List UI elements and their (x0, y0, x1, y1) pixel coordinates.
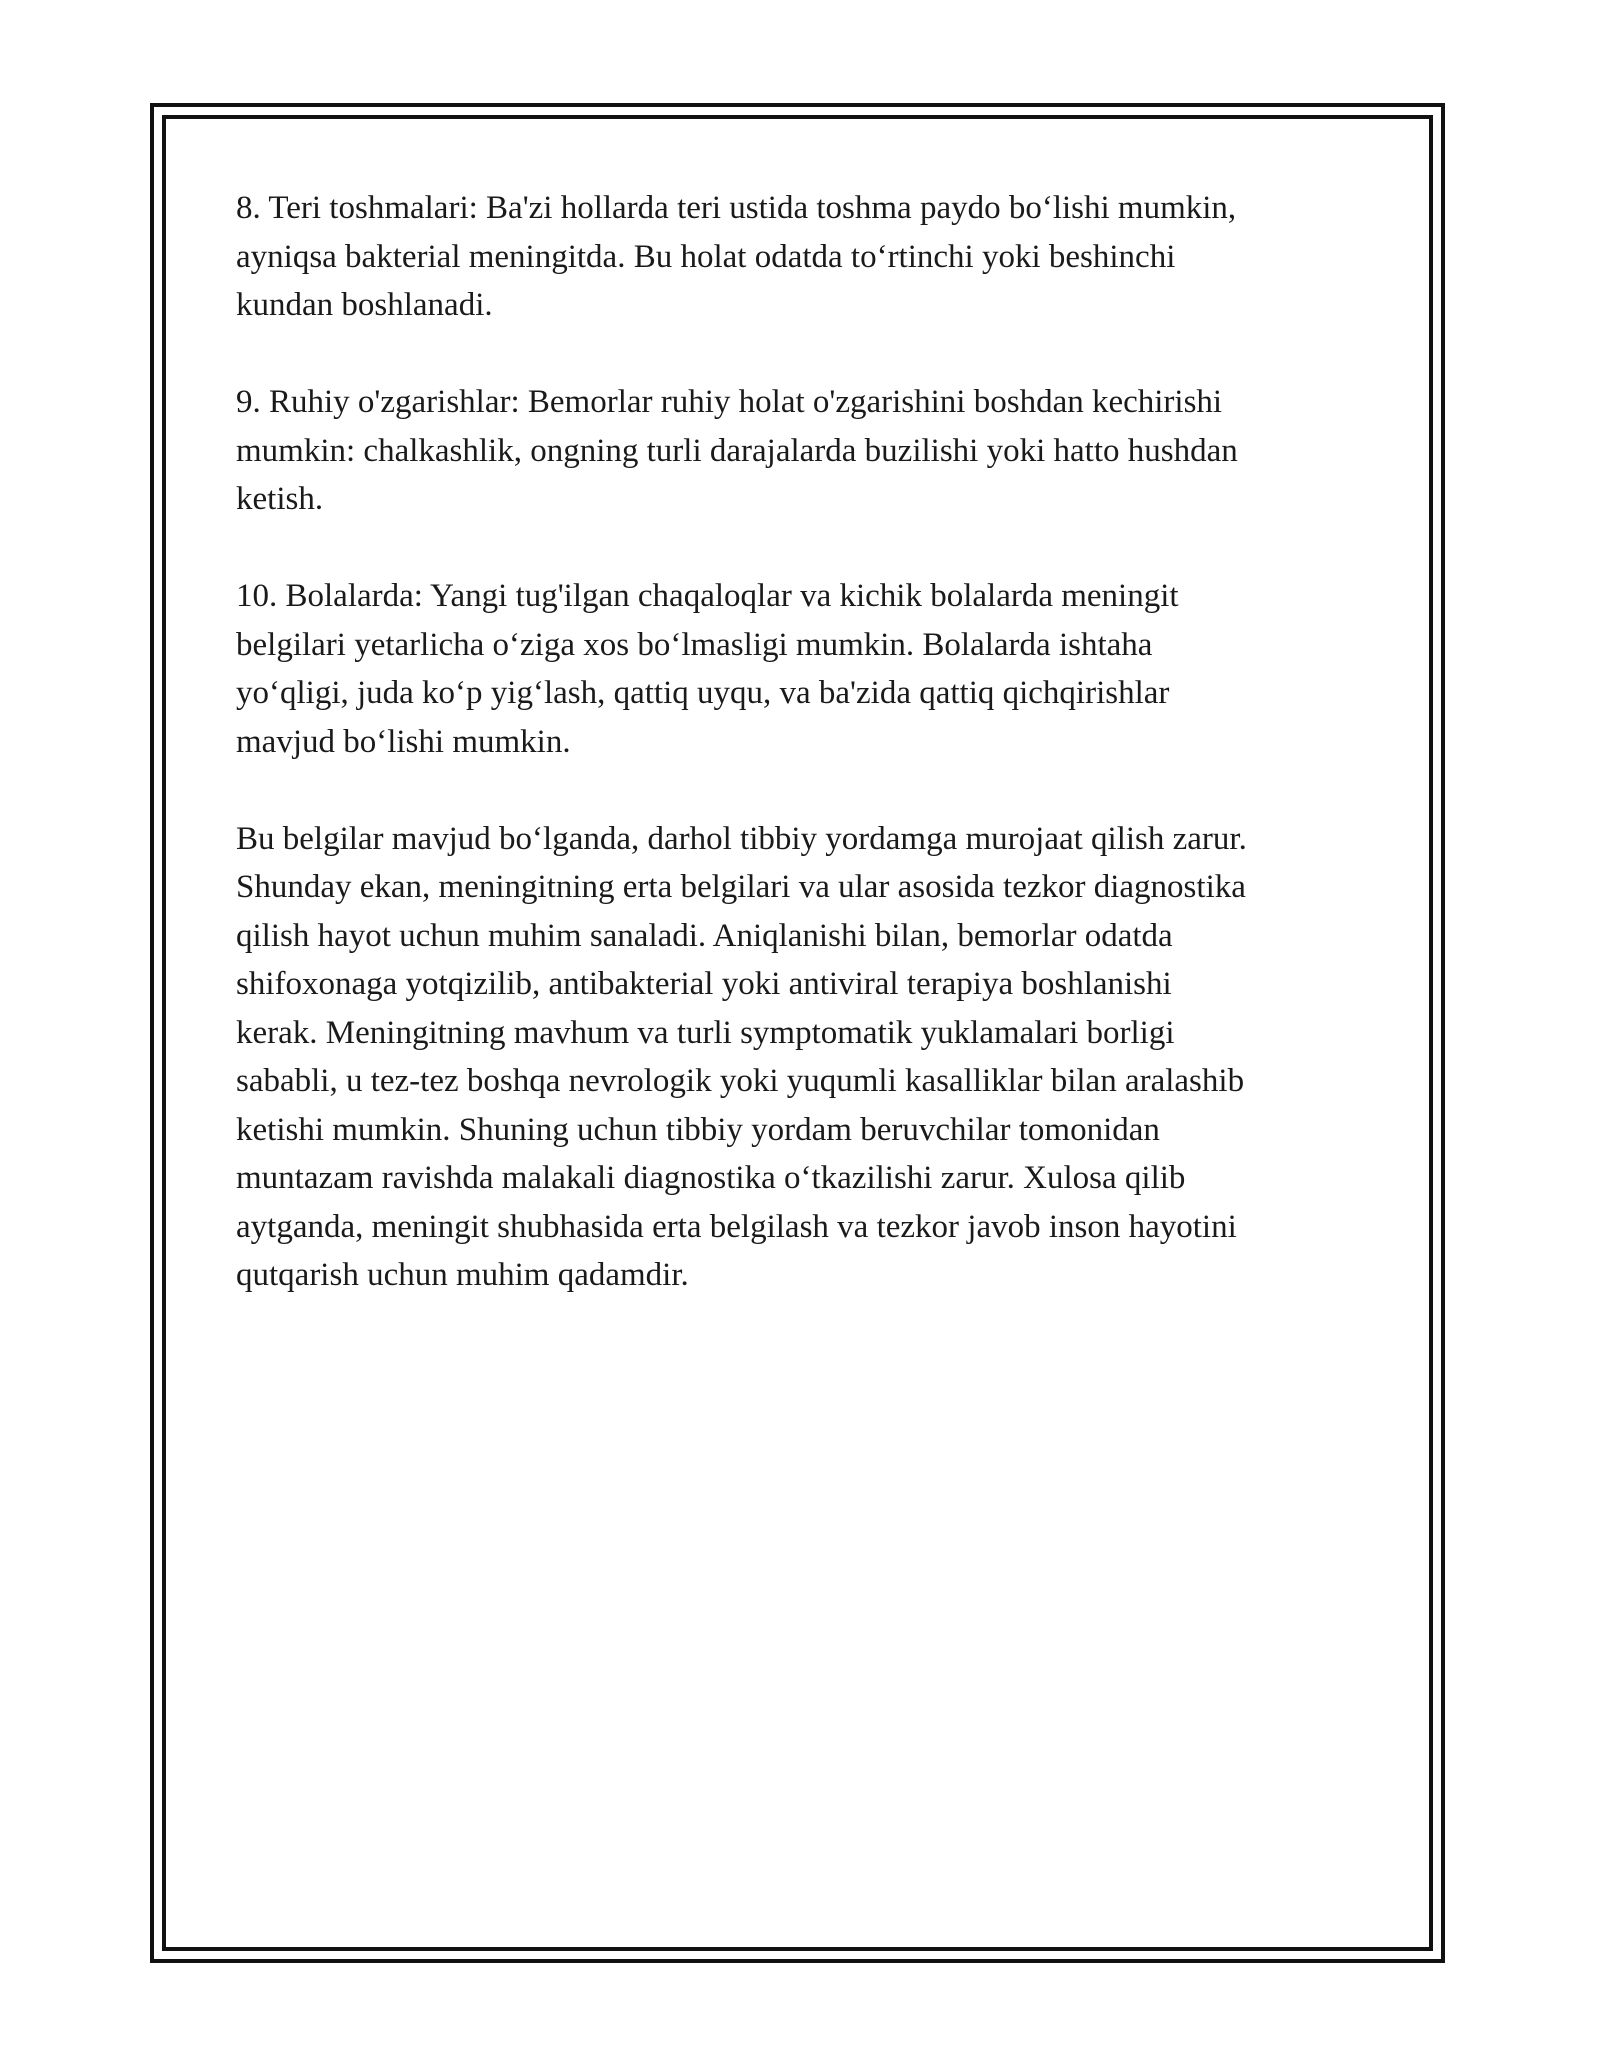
paragraph-mental-changes: 9. Ruhiy o'zgarishlar: Bemorlar ruhiy holat o'zgarishini boshdan kechirishi mumkin: chalkashlik, ongning turli darajalarda buzilishi yoki hatto hushdan ketish. (236, 384, 1238, 517)
paragraph-children: 10. Bolalarda: Yangi tug'ilgan chaqaloqlar va kichik bolalarda meningit belgilari yetarlicha o‘ziga xos bo‘lmasligi mumkin. Bolalarda ishtaha yo‘qligi, juda ko‘p yig‘lash, qattiq uyqu, va ba'zida qattiq qichqirishlar mavjud bo‘lishi mumkin. (236, 578, 1179, 760)
document-body (236, 184, 1366, 1348)
paragraph-skin-rash: 8. Teri toshmalari: Ba'zi hollarda teri ustida toshma paydo bo‘lishi mumkin, ayniqsa bakterial meningitda. Bu holat odatda to‘rtinchi yoki beshinchi kundan boshlanadi. (236, 190, 1237, 323)
paragraph-conclusion: Bu belgilar mavjud bo‘lganda, darhol tibbiy yordamga murojaat qilish zarur. Shunday ekan, meningitning erta belgilari va ular asosida tezkor diagnostika qilish hayot uchun muhim sanaladi. Aniqlanishi bilan, bemorlar odatda shifoxonaga yotqizilib, antibakterial yoki antiviral terapiya boshlanishi kerak. Meningitning mavhum va turli symptomatik yuklamalari borligi sababli, u tez-tez boshqa nevrologik yoki yuqumli kasalliklar bilan aralashib ketishi mumkin. Shuning uchun tibbiy yordam beruvchilar tomonidan muntazam ravishda malakali diagnostika o‘tkazilishi zarur. Xulosa qilib aytganda, meningit shubhasida erta belgilash va tezkor javob inson hayotini qutqarish uchun muhim qadamdir. (236, 820, 1247, 1293)
